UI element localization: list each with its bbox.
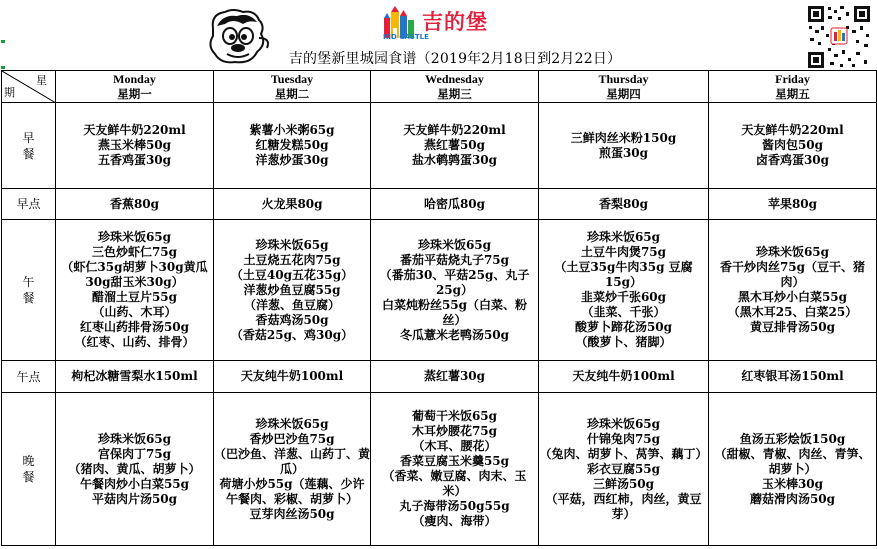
menu-cell-text: 珍珠米饭65g 香干炒肉丝75g（豆干、猪肉） 黑木耳炒小白菜55g （黑木耳25、白菜25） 黄豆排骨汤50g <box>719 245 866 334</box>
menu-cell-text: 香蕉80g <box>109 196 160 211</box>
meal-label-char: 午 <box>22 275 35 289</box>
menu-cell-text: 珍珠米饭65g 土豆烧五花肉75g （土豆40g五花35g） 洋葱炒鱼豆腐55g （洋葱、鱼豆腐） 香菇鸡汤50g （香菇25g、鸡30g） <box>230 237 354 342</box>
menu-cell <box>371 220 539 361</box>
menu-cell <box>56 361 214 393</box>
brand-name: 吉的堡 <box>422 9 488 34</box>
menu-cell <box>214 189 371 220</box>
menu-cell <box>371 393 539 546</box>
day-header-thursday <box>539 71 709 103</box>
menu-cell-text: 珍珠米饭65g 香炒巴沙鱼75g （巴沙鱼、洋葱、山药丁、黄瓜） 荷塘小炒55g（莲藕、少许午餐肉、彩椒、胡萝卜） 豆芽肉丝汤50g <box>214 416 371 521</box>
menu-cell <box>539 393 709 546</box>
menu-cell-text: 天友鲜牛奶220ml 燕玉米棒50g 五香鸡蛋30g <box>83 123 186 167</box>
meal-row-morning-snack <box>2 189 877 220</box>
qr-code-icon <box>806 4 872 70</box>
meal-label-afternoon-snack <box>2 361 56 393</box>
menu-cell-text: 蒸红薯30g <box>423 369 486 383</box>
menu-cell <box>214 220 371 361</box>
day-english: Thursday <box>598 71 649 86</box>
menu-cell-text: 珍珠米饭65g 什锦兔肉75g （兔肉、胡萝卜、莴笋、藕丁） 彩衣豆腐55g 三鲜汤50g （平菇，西红柿，肉丝，黄豆芽） <box>539 416 708 521</box>
meal-label-morning-snack <box>2 189 56 220</box>
menu-table <box>1 70 877 546</box>
meal-label-dinner <box>2 393 56 546</box>
table-corner <box>2 71 56 103</box>
menu-cell-text: 葡萄干米饭65g 木耳炒腰花75g （木耳、腰花） 香菜豆腐玉米羹55g （香菜、嫩豆腐、肉末、玉米） 丸子海带汤50g55g （瘦肉、海带） <box>382 409 527 528</box>
menu-cell <box>709 220 877 361</box>
menu-cell <box>371 103 539 189</box>
menu-cell <box>539 103 709 189</box>
menu-cell-text: 珍珠米饭65g 宫保肉丁75g （猪肉、黄瓜、胡萝卜） 午餐肉炒小白菜55g 平菇肉片汤50g <box>68 431 201 506</box>
menu-cell <box>56 393 214 546</box>
day-english: Tuesday <box>270 71 314 86</box>
day-chinese: 星期二 <box>274 86 310 101</box>
menu-cell <box>214 361 371 393</box>
day-chinese: 星期一 <box>117 86 152 101</box>
day-english: Wednesday <box>425 71 484 86</box>
menu-cell <box>214 103 371 189</box>
meal-label-lunch <box>2 220 56 361</box>
menu-cell <box>371 189 539 220</box>
menu-cell-text: 鱼汤五彩烩饭150g （甜椒、青椒、肉丝、青笋、胡萝卜） 玉米棒30g 蘑菇滑肉汤50g <box>714 431 871 506</box>
day-chinese: 星期三 <box>437 86 472 101</box>
menu-cell-text: 珍珠米饭65g 土豆牛肉煲75g （土豆35g牛肉35g 豆腐15g） 韭菜炒千张60g （韭菜、千张） 酸萝卜蹄花汤50g （酸萝卜、猪脚） <box>554 230 693 349</box>
corner-label-period: 期 <box>4 86 15 99</box>
menu-cell-text: 香梨80g <box>598 196 649 211</box>
menu-cell-text: 天友鲜牛奶220ml 燕红薯50g 盐水鹌鹑蛋30g <box>403 123 506 167</box>
cell-marker <box>1 66 5 69</box>
meal-row-afternoon-snack <box>2 361 877 393</box>
meal-label-char: 午点 <box>16 369 41 384</box>
menu-cell <box>56 189 214 220</box>
meal-label-char: 早 <box>22 130 35 145</box>
meal-label-breakfast <box>2 103 56 189</box>
meal-label-char: 餐 <box>22 291 35 305</box>
menu-cell-text: 天友纯牛奶100ml <box>240 369 344 383</box>
meal-label-char: 餐 <box>22 146 35 161</box>
menu-cell <box>56 220 214 361</box>
meal-row-lunch <box>2 220 877 361</box>
meal-row-breakfast <box>2 103 877 189</box>
menu-cell <box>709 361 877 393</box>
meal-label-char: 餐 <box>22 470 35 484</box>
meal-label-char: 晚 <box>22 454 35 468</box>
day-header-wednesday <box>371 71 539 103</box>
menu-cell-text: 红枣银耳汤150ml <box>741 369 844 383</box>
menu-cell-text: 珍珠米饭65g 三色炒虾仁75g （虾仁35g胡萝卜30g黄瓜30g甜玉米30g） 醋溜土豆片55g （山药、木耳） 红枣山药排骨汤50g （红枣、山药、排骨） <box>61 230 208 349</box>
menu-cell-text: 珍珠米饭65g 番茄平菇烧丸子75g （番茄30、平菇25g、丸子25g） 白菜炖粉丝55g（白菜、粉丝） 冬瓜薏米老鸭汤50g <box>379 237 530 342</box>
day-header-tuesday <box>214 71 371 103</box>
page-title: 吉的堡新里城园食谱（2019年2月18日到2月22日） <box>288 51 622 67</box>
day-header-friday <box>709 71 877 103</box>
menu-cell <box>709 189 877 220</box>
cell-marker <box>1 40 5 43</box>
menu-cell-text: 紫薯小米粥65g 红糖发糕50g 洋葱炒蛋30g <box>249 123 335 167</box>
menu-cell <box>709 103 877 189</box>
menu-cell <box>539 189 709 220</box>
day-english: Monday <box>113 71 156 86</box>
menu-cell <box>539 361 709 393</box>
menu-cell-text: 苹果80g <box>767 196 818 211</box>
menu-cell <box>371 361 539 393</box>
day-header-monday <box>56 71 214 103</box>
menu-cell <box>539 220 709 361</box>
menu-cell-text: 哈密瓜80g <box>423 196 486 211</box>
corner-label-weekday: 星 <box>36 74 47 87</box>
meal-row-dinner <box>2 393 877 546</box>
day-chinese: 星期五 <box>775 86 810 101</box>
menu-cell-text: 天友纯牛奶100ml <box>572 369 675 383</box>
meal-label-char: 早点 <box>16 197 41 211</box>
menu-cell-text: 火龙果80g <box>261 196 323 211</box>
brand-subtitle: KID CASTLE <box>383 33 429 41</box>
menu-cell-text: 三鲜肉丝米粉150g 煎蛋30g <box>570 130 677 160</box>
day-chinese: 星期四 <box>606 86 641 101</box>
menu-cell-text: 天友鲜牛奶220ml 酱肉包50g 卤香鸡蛋30g <box>741 123 844 167</box>
menu-cell-text: 枸杞冰糖雪梨水150ml <box>71 369 198 383</box>
menu-cell <box>709 393 877 546</box>
day-english: Friday <box>775 71 810 86</box>
menu-cell <box>214 393 371 546</box>
menu-cell <box>56 103 214 189</box>
